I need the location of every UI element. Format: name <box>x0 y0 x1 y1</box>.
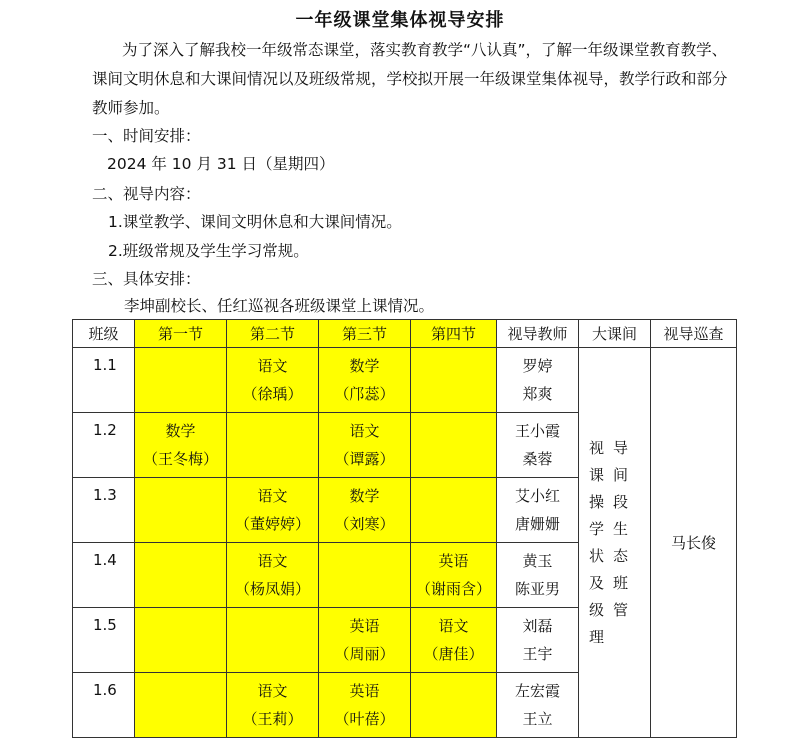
period-cell <box>135 348 227 413</box>
arrange-text: 李坤副校长、任红巡视各班级课堂上课情况。 <box>124 297 435 315</box>
teacher-name: 王宇 <box>522 645 553 663</box>
teacher-name: 唐姗姗 <box>514 515 560 533</box>
header-period-1: 第一节 <box>135 320 227 348</box>
period-cell <box>227 608 319 673</box>
teacher: （谢雨含） <box>415 580 491 598</box>
time-heading: 一、时间安排： <box>92 127 201 145</box>
subject: 语文 <box>257 682 288 700</box>
document-title: 一年级课堂集体视导安排 <box>295 10 505 31</box>
table-row <box>73 348 737 413</box>
teachers-cell <box>497 348 579 413</box>
teacher-name: 郑爽 <box>522 385 553 403</box>
period-cell <box>227 478 319 543</box>
subject: 数学 <box>349 357 380 375</box>
schedule-table <box>72 319 737 738</box>
teachers-cell <box>497 608 579 673</box>
teacher: （谭露） <box>334 450 395 468</box>
subject: 英语 <box>349 617 380 635</box>
teacher-name: 艾小红 <box>514 487 560 505</box>
inspector-cell: 马长俊 <box>651 348 737 738</box>
period-cell <box>411 543 497 608</box>
teachers-cell <box>497 673 579 738</box>
class-cell: 1.6 <box>73 673 135 738</box>
period-cell <box>227 348 319 413</box>
header-period-3: 第三节 <box>319 320 411 348</box>
teacher-name: 左宏霞 <box>514 682 560 700</box>
intro-paragraph <box>92 36 732 123</box>
period-cell <box>227 673 319 738</box>
period-cell <box>319 348 411 413</box>
subject: 英语 <box>349 682 380 700</box>
period-cell <box>227 413 319 478</box>
period-cell <box>411 478 497 543</box>
period-cell <box>411 608 497 673</box>
subject: 英语 <box>438 552 469 570</box>
header-teachers: 视导教师 <box>497 320 579 348</box>
arrange-heading: 三、具体安排： <box>92 270 201 288</box>
period-cell <box>319 673 411 738</box>
period-cell <box>227 543 319 608</box>
teacher-name: 王小霞 <box>514 422 560 440</box>
teacher-name: 罗婷 <box>522 357 553 375</box>
teacher: （邝蕊） <box>334 385 395 403</box>
break-cell: 视导课间操段学生状态及班级管理 <box>579 348 651 738</box>
subject: 语文 <box>257 487 288 505</box>
content-item-1: 1.课堂教学、课间文明休息和大课间情况。 <box>108 213 402 231</box>
header-break: 大课间 <box>579 320 651 348</box>
subject: 数学 <box>349 487 380 505</box>
teacher: （叶蓓） <box>334 710 395 728</box>
time-value: 2024 年 10 月 31 日（星期四） <box>107 155 335 173</box>
teacher: （杨凤娟） <box>234 580 310 598</box>
period-cell <box>319 478 411 543</box>
teacher-name: 陈亚男 <box>514 580 560 598</box>
subject: 数学 <box>165 422 196 440</box>
teacher: （周丽） <box>334 645 395 663</box>
period-cell <box>319 413 411 478</box>
content-item-2: 2.班级常规及学生学习常规。 <box>108 242 309 260</box>
teacher: （刘寒） <box>334 515 395 533</box>
period-cell <box>135 608 227 673</box>
teacher-name: 刘磊 <box>522 617 553 635</box>
header-class: 班级 <box>73 320 135 348</box>
teacher-name: 黄玉 <box>522 552 553 570</box>
period-cell <box>411 348 497 413</box>
table-header-row <box>73 320 737 348</box>
teacher: （王莉） <box>242 710 303 728</box>
teacher: （王冬梅） <box>142 450 218 468</box>
subject: 语文 <box>257 552 288 570</box>
period-cell <box>135 543 227 608</box>
period-cell <box>411 673 497 738</box>
teacher: （董婷婷） <box>234 515 310 533</box>
teachers-cell <box>497 478 579 543</box>
header-period-2: 第二节 <box>227 320 319 348</box>
teacher-name: 桑蓉 <box>522 450 553 468</box>
class-cell: 1.5 <box>73 608 135 673</box>
intro-text: 为了深入了解我校一年级常态课堂，落实教育教学“八认真”，了解一年级课堂教育教学、课间文明休息和大课间情况以及班级常规，学校拟开展一年级课堂集体视导，教学行政和部分教师参加。 <box>92 41 728 117</box>
class-cell: 1.3 <box>73 478 135 543</box>
period-cell <box>135 413 227 478</box>
class-cell: 1.2 <box>73 413 135 478</box>
teacher: （唐佳） <box>423 645 484 663</box>
content-heading: 二、视导内容： <box>92 185 201 203</box>
header-period-4: 第四节 <box>411 320 497 348</box>
period-cell <box>135 673 227 738</box>
class-cell: 1.4 <box>73 543 135 608</box>
period-cell <box>135 478 227 543</box>
teachers-cell <box>497 543 579 608</box>
period-cell <box>411 413 497 478</box>
period-cell <box>319 543 411 608</box>
subject: 语文 <box>438 617 469 635</box>
header-inspector: 视导巡查 <box>651 320 737 348</box>
subject: 语文 <box>349 422 380 440</box>
teacher-name: 王立 <box>522 710 553 728</box>
teacher: （徐瑀） <box>242 385 303 403</box>
period-cell <box>319 608 411 673</box>
teachers-cell <box>497 413 579 478</box>
subject: 语文 <box>257 357 288 375</box>
class-cell: 1.1 <box>73 348 135 413</box>
